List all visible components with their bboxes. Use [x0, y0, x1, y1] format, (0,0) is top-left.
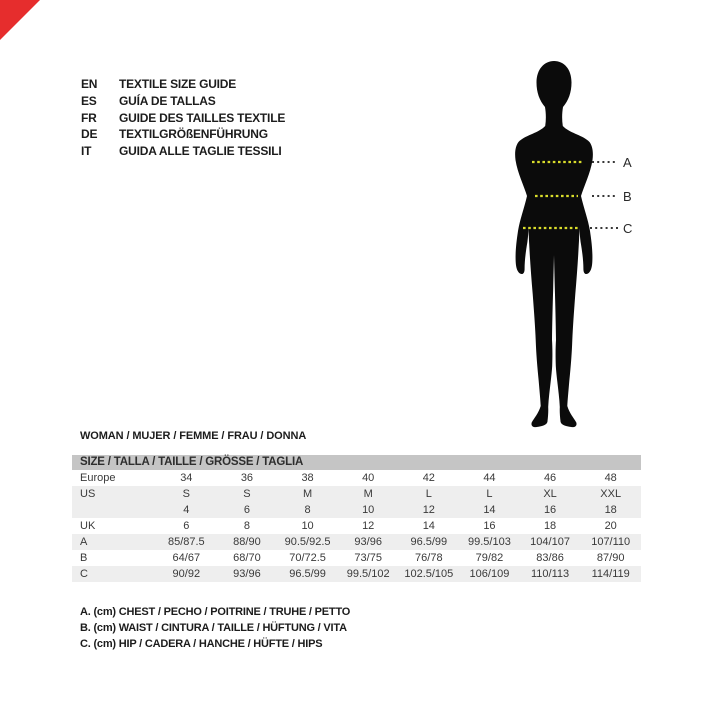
- table-cell: 110/113: [530, 568, 570, 580]
- row-label: [72, 502, 156, 518]
- table-cell: 90/92: [172, 568, 201, 580]
- size-table: [72, 455, 641, 582]
- table-cell: 88/90: [233, 536, 261, 548]
- language-row-it: [81, 143, 285, 160]
- table-cell: M: [302, 488, 313, 500]
- language-row-es: [81, 93, 285, 110]
- table-row-uk: [72, 518, 641, 534]
- row-label: Europe: [80, 472, 116, 484]
- table-cell: 16: [483, 520, 496, 532]
- table-cell: 106/109: [469, 568, 510, 580]
- table-cell: 107/110: [591, 536, 631, 548]
- row-label: A: [80, 536, 88, 548]
- language-row-en: [81, 76, 285, 93]
- language-row-de: [81, 126, 285, 143]
- table-cell: 14: [483, 504, 496, 516]
- hip-label: C: [623, 221, 633, 236]
- note-waist: B. (cm) WAIST / CINTURA / TAILLE / HÜFTUNG / VITA: [80, 621, 347, 634]
- table-cell: 6: [243, 504, 250, 516]
- table-header-size: SIZE / TALLA / TAILLE / GRÖSSE / TAGLIA: [72, 455, 641, 470]
- section-title-woman: WOMAN / MUJER / FEMME / FRAU / DONNA: [80, 430, 307, 442]
- table-cell: 18: [604, 504, 617, 516]
- table-cell: 12: [362, 520, 375, 532]
- table-cell: 68/70: [233, 552, 261, 564]
- table-row-hip-c: [72, 566, 641, 582]
- language-code: EN: [81, 77, 98, 91]
- table-cell: 40: [362, 472, 375, 484]
- table-cell: XL: [543, 488, 557, 500]
- table-cell: 8: [243, 520, 250, 532]
- table-cell: 96.5/99: [410, 536, 448, 548]
- language-title: TEXTILGRÖßENFÜHRUNG: [119, 127, 268, 142]
- table-cell: 14: [422, 520, 435, 532]
- table-row-us-numbers: [72, 502, 641, 518]
- language-title: GUÍA DE TALLAS: [119, 93, 216, 108]
- table-cell: 85/87.5: [167, 536, 205, 548]
- table-cell: 99.5/103: [468, 536, 511, 548]
- table-cell: L: [486, 488, 493, 500]
- language-code: IT: [81, 144, 92, 159]
- table-cell: S: [243, 488, 251, 500]
- table-cell: 8: [304, 504, 311, 516]
- corner-ribbon: [0, 0, 40, 40]
- language-title: GUIDA ALLE TAGLIE TESSILI: [119, 144, 282, 159]
- table-cell: 102.5/105: [404, 568, 454, 580]
- table-cell: 10: [301, 520, 314, 532]
- language-code: FR: [81, 110, 97, 125]
- table-cell: 38: [301, 472, 314, 484]
- table-cell: 90.5/92.5: [284, 536, 331, 548]
- table-cell: L: [425, 488, 432, 500]
- table-cell: 99.5/102: [346, 568, 390, 580]
- table-cell: S: [182, 488, 190, 500]
- note-chest: A. (cm) CHEST / PECHO / POITRINE / TRUHE / PETTO: [80, 606, 351, 618]
- language-row-fr: [81, 110, 285, 127]
- table-row-us-letters: [72, 486, 641, 502]
- table-cell: 4: [183, 504, 190, 516]
- table-cell: 114/119: [591, 568, 630, 580]
- table-row-chest-a: [72, 534, 641, 550]
- table-cell: 64/67: [172, 552, 201, 564]
- measurement-notes: [80, 605, 350, 652]
- chest-label: A: [623, 155, 632, 170]
- table-cell: 6: [183, 520, 190, 532]
- table-row-waist-b: [72, 550, 641, 566]
- waist-label: B: [623, 189, 632, 204]
- table-cell: 34: [180, 472, 193, 484]
- language-title: TEXTILE SIZE GUIDE: [119, 77, 237, 91]
- language-code: DE: [81, 127, 98, 142]
- table-row-europe: [72, 470, 641, 486]
- table-cell: 48: [604, 472, 617, 484]
- table-cell: 93/96: [233, 568, 261, 580]
- table-cell: 76/78: [415, 552, 443, 564]
- note-hip: C. (cm) HIP / CADERA / HANCHE / HÜFTE / HIPS: [80, 637, 323, 650]
- table-cell: 79/82: [475, 552, 504, 564]
- table-cell: XXL: [600, 488, 622, 500]
- table-cell: 73/75: [354, 552, 382, 564]
- language-code: ES: [81, 93, 97, 108]
- table-cell: 36: [240, 472, 254, 484]
- language-title: GUIDE DES TAILLES TEXTILE: [119, 110, 286, 125]
- table-cell: 83/86: [536, 552, 564, 564]
- table-cell: 42: [422, 472, 435, 484]
- table-cell: 20: [604, 520, 617, 532]
- row-label: B: [80, 552, 88, 564]
- table-cell: 46: [543, 472, 557, 484]
- table-cell: 18: [543, 520, 557, 532]
- table-cell: 12: [422, 504, 435, 516]
- table-cell: 44: [483, 472, 496, 484]
- table-cell: 93/96: [354, 536, 382, 548]
- woman-silhouette-diagram: [484, 56, 644, 436]
- woman-silhouette: [515, 61, 593, 427]
- table-cell: M: [363, 488, 373, 500]
- table-cell: 10: [362, 504, 375, 516]
- row-label: C: [80, 568, 88, 580]
- row-label: UK: [80, 520, 96, 532]
- table-cell: 96.5/99: [289, 568, 326, 580]
- table-cell: 104/107: [530, 536, 570, 548]
- row-label: US: [80, 488, 96, 500]
- language-title-list: [81, 76, 285, 160]
- table-cell: 16: [543, 504, 557, 516]
- table-cell: 70/72.5: [289, 552, 326, 564]
- table-cell: 87/90: [596, 552, 625, 564]
